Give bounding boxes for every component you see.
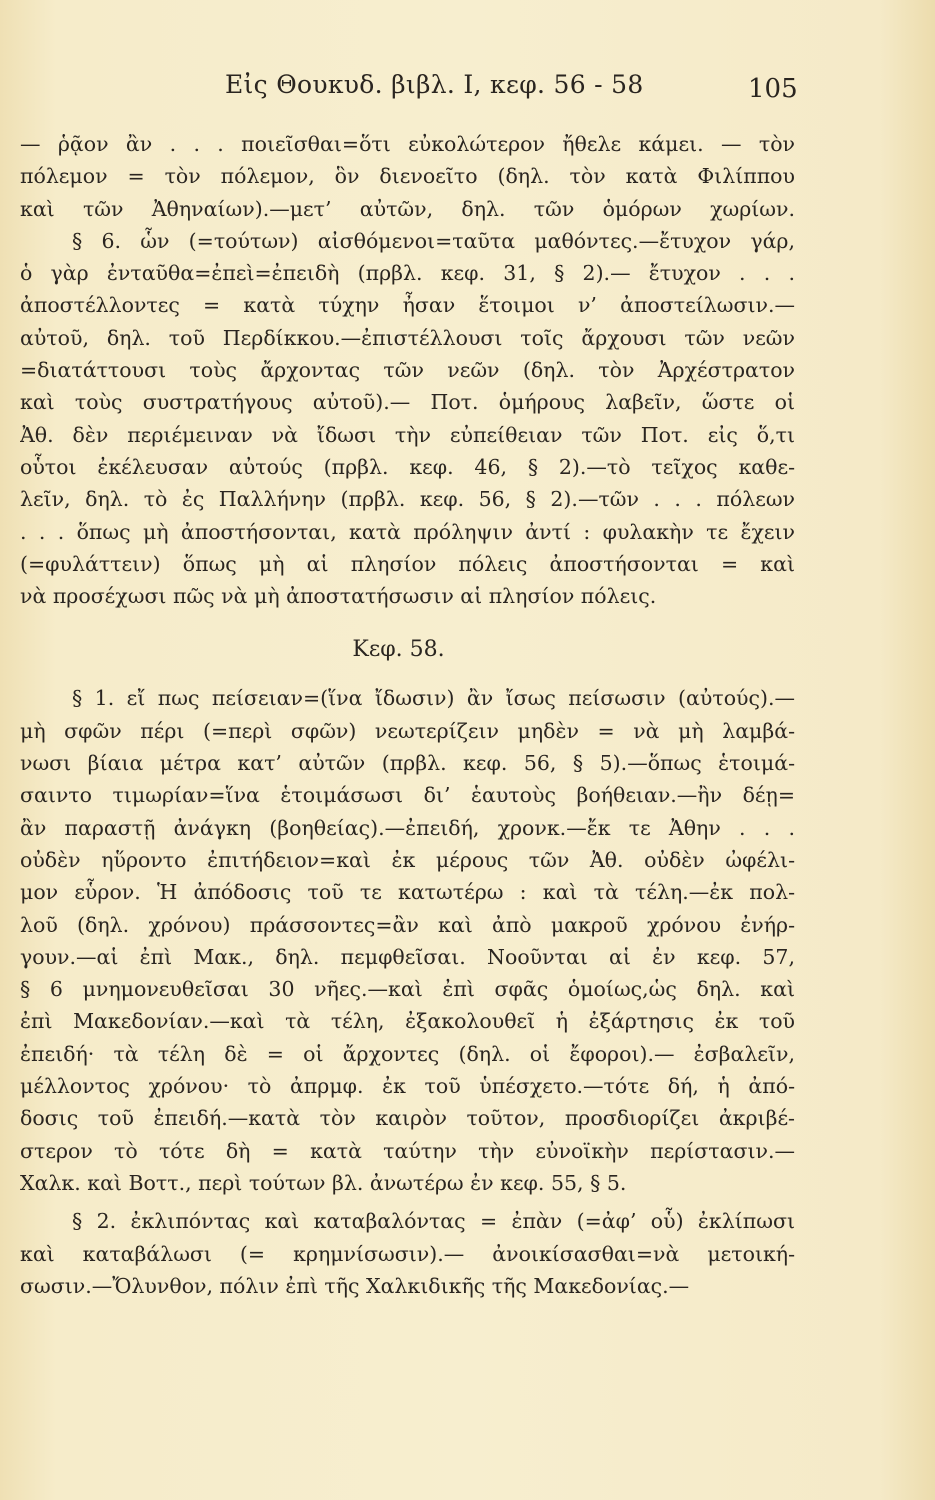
text-line: § 6 μνημονευθεῖσαι 30 νῆες.—καὶ ἐπὶ σφᾶς ὁμοίως,ὡς δηλ. καὶ bbox=[20, 977, 795, 1002]
text-line: καὶ τῶν Ἀθηναίων).—μετ’ αὐτῶν, δηλ. τῶν ὁμόρων χωρίων. bbox=[20, 196, 795, 221]
text-line: λεῖν, δηλ. τὸ ἐς Παλλήνην (πρβλ. κεφ. 56, § 2).—τῶν . . . πόλεων bbox=[20, 487, 795, 512]
text-line: § 1. εἴ πως πείσειαν=(ἵνα ἴδωσιν) ἂν ἴσως πείσωσιν (αὐτούς).— bbox=[72, 686, 795, 711]
commentary-text bbox=[20, 128, 795, 1302]
text-line: — ῥᾷον ἂν . . . ποιεῖσθαι=ὅτι εὐκολώτερον ἤθελε κάμει. — τὸν bbox=[20, 132, 795, 156]
page-header bbox=[0, 62, 935, 122]
text-line: ὁ γὰρ ἐνταῦθα=ἐπεὶ=ἐπειδὴ (πρβλ. κεφ. 31, § 2).— ἔτυχον . . . bbox=[20, 261, 795, 286]
text-line: νὰ προσέχωσι πῶς νὰ μὴ ἀποστατήσωσιν αἱ πλησίον πόλεις. bbox=[20, 584, 657, 609]
text-line: ἐπειδή· τὰ τέλη δὲ = οἱ ἄρχοντες (δηλ. οἱ ἔφοροι).— ἐσβαλεῖν, bbox=[20, 1041, 795, 1066]
text-line: =διατάττουσι τοὺς ἄρχοντας τῶν νεῶν (δηλ. τὸν Ἀρχέστρατον bbox=[20, 358, 795, 383]
text-line: γουν.—αἱ ἐπὶ Μακ., δηλ. πεμφθεῖσαι. Νοοῦνται αἱ ἐν κεφ. 57, bbox=[20, 944, 795, 969]
text-line: μὴ σφῶν πέρι (=περὶ σφῶν) νεωτερίζειν μηδὲν = νὰ μὴ λαμβά- bbox=[20, 718, 795, 743]
chapter-heading: Κεφ. 58. bbox=[352, 637, 445, 663]
text-line: στερον τὸ τότε δὴ = κατὰ ταύτην τὴν εὐνοϊκὴν περίστασιν.— bbox=[20, 1138, 795, 1163]
text-line: καὶ καταβάλωσι (= κρημνίσωσιν).— ἀνοικίσασθαι=νὰ μετοική- bbox=[20, 1241, 795, 1266]
text-line: § 6. ὧν (=τούτων) αἰσθόμενοι=ταῦτα μαθόντες.—ἔτυχον γάρ, bbox=[72, 228, 795, 253]
text-line: μέλλοντος χρόνου· τὸ ἀπρμφ. ἐκ τοῦ ὑπέσχετο.—τότε δή, ἡ ἀπό- bbox=[20, 1074, 795, 1099]
text-line: καὶ τοὺς συστρατήγους αὐτοῦ).— Ποτ. ὁμήρους λαβεῖν, ὥστε οἱ bbox=[20, 390, 795, 415]
text-line: ἐπὶ Μακεδονίαν.—καὶ τὰ τέλη, ἐξακολουθεῖ ἡ ἐξάρτησις ἐκ τοῦ bbox=[20, 1009, 795, 1034]
text-line: ἀποστέλλοντες = κατὰ τύχην ἦσαν ἕτοιμοι ν’ ἀποστείλωσιν.— bbox=[20, 293, 795, 318]
section-1 bbox=[20, 682, 795, 1199]
text-line: σωσιν.—Ὄλυνθον, πόλιν ἐπὶ τῆς Χαλκιδικῆς τῆς Μακεδονίας.— bbox=[20, 1273, 690, 1298]
text-line: οὗτοι ἐκέλευσαν αὐτούς (πρβλ. κεφ. 46, § 2).—τὸ τεῖχος καθε- bbox=[20, 454, 795, 479]
intro-paragraph bbox=[20, 128, 795, 612]
text-line: (=φυλάττειν) ὅπως μὴ αἱ πλησίον πόλεις ἀποστήσονται = καὶ bbox=[20, 551, 795, 576]
text-line: νωσι βίαια μέτρα κατ’ αὐτῶν (πρβλ. κεφ. 56, § 5).—ὅπως ἑτοιμά- bbox=[20, 751, 795, 776]
text-line: § 2. ἐκλιπόντας καὶ καταβαλόντας = ἐπὰν (=ἀφ’ οὗ) ἐκλίπωσι bbox=[72, 1209, 795, 1234]
text-line: μον εὗρον. Ἡ ἀπόδοσις τοῦ τε κατωτέρω : καὶ τὰ τέλη.—ἐκ πολ- bbox=[20, 880, 795, 905]
section-2 bbox=[20, 1205, 795, 1302]
text-line: . . . ὅπως μὴ ἀποστήσονται, κατὰ πρόληψιν ἀντί : φυλακὴν τε ἔχειν bbox=[20, 519, 795, 544]
text-line: σαιντο τιμωρίαν=ἵνα ἑτοιμάσωσι δι’ ἑαυτοὺς βοήθειαν.—ἢν δέῃ= bbox=[20, 783, 795, 808]
text-line: Χαλκ. καὶ Βοττ., περὶ τούτων βλ. ἀνωτέρω ἐν κεφ. 55, § 5. bbox=[20, 1170, 627, 1195]
text-line: πόλεμον = τὸν πόλεμον, ὃν διενοεῖτο (δηλ. τὸν κατὰ Φιλίππου bbox=[20, 164, 795, 189]
running-title: Εἰς Θουκυδ. βιβλ. Ι, κεφ. 56 - 58 bbox=[225, 70, 644, 99]
text-line: Ἀθ. δὲν περιέμειναν νὰ ἴδωσι τὴν εὐπείθειαν τῶν Ποτ. εἰς ὅ,τι bbox=[20, 422, 795, 447]
text-line: αὐτοῦ, δηλ. τοῦ Περδίκκου.—ἐπιστέλλουσι τοῖς ἄρχουσι τῶν νεῶν bbox=[20, 325, 795, 350]
text-line: λοῦ (δηλ. χρόνου) πράσσοντες=ἂν καὶ ἀπὸ μακροῦ χρόνου ἐνήρ- bbox=[20, 912, 795, 937]
text-line: ἂν παραστῇ ἀνάγκη (βοηθείας).—ἐπειδή, χρονκ.—ἔκ τε Ἀθην . . . bbox=[20, 815, 795, 840]
text-line: οὐδὲν ηὕροντο ἐπιτήδειον=καὶ ἐκ μέρους τῶν Ἀθ. οὐδὲν ὠφέλι- bbox=[20, 847, 795, 872]
text-line: δοσις τοῦ ἐπειδή.—κατὰ τὸν καιρὸν τοῦτον, προσδιορίζει ἀκριβέ- bbox=[20, 1106, 795, 1131]
page-number: 105 bbox=[748, 74, 798, 104]
